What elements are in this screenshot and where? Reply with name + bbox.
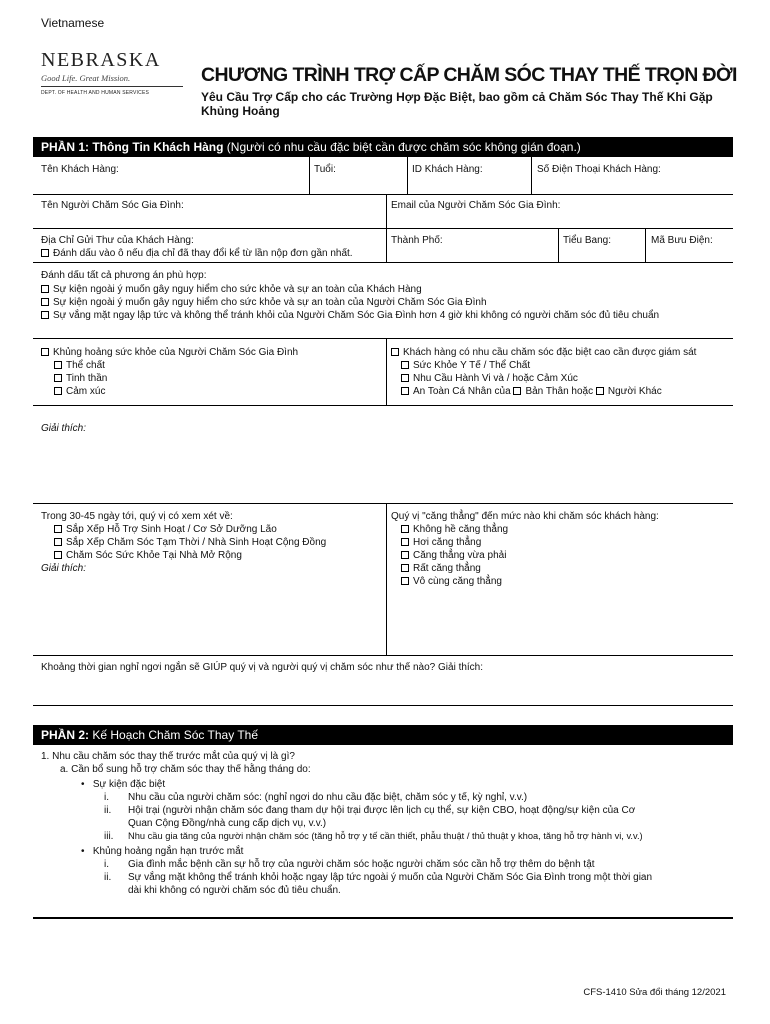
option-row (41, 309, 659, 322)
next-option-label: Sắp Xếp Chăm Sóc Tạm Thời / Nhà Sinh Hoạt Cộng Đồng (66, 537, 327, 548)
stress-question: Quý vị "căng thẳng" đến mức nào khi chăm sóc khách hàng: (391, 511, 659, 522)
explain-label: Giải thích: (41, 423, 87, 434)
sub-item: Hội trại (người nhận chăm sóc đang tham dự hội trại được lên lịch cụ thể, sự kiện CBO, hoạt động/sự kiện của Cơ (128, 805, 636, 816)
client-needs-checkbox[interactable] (391, 348, 399, 356)
safety-other-label: Người Khác (607, 386, 662, 397)
needs-type-row (401, 372, 578, 385)
logo-tagline: Good Life. Great Mission. (41, 73, 131, 83)
nebraska-logo (41, 50, 191, 96)
crisis-type-row (54, 385, 105, 398)
option-row (41, 296, 487, 309)
stress-level-checkbox[interactable] (401, 525, 409, 533)
divider (33, 655, 733, 656)
age-field[interactable]: Tuổi: (314, 164, 336, 175)
caregiver-email-field[interactable]: Email của Người Chăm Sóc Gia Đình: (391, 200, 561, 211)
logo-name: NEBRASKA (41, 49, 161, 71)
divider (33, 705, 733, 706)
divider (386, 503, 387, 655)
caregiver-crisis-label: Khủng hoảng sức khỏe của Người Chăm Sóc Gia Đình (53, 347, 299, 358)
needs-type-checkbox[interactable] (401, 374, 409, 382)
roman-num: ii. (104, 872, 112, 883)
part2-header-title: PHẦN 2: (41, 728, 90, 742)
sub-item: Nhu cầu gia tăng của người nhận chăm sóc (tăng hỗ trợ y tế cần thiết, phẫu thuật / thủ thuật y khoa, tăng hỗ trợ hành vi, v.v.) (128, 831, 643, 841)
address-changed-row (41, 247, 353, 260)
sub-item: Sự vắng mặt không thể tránh khỏi hoặc ngay lập tức ngoài ý muốn của Người Chăm Sóc Gia Đình trong một thời gian (128, 872, 653, 883)
divider (33, 503, 733, 504)
zip-field[interactable]: Mã Bưu Điện: (651, 235, 713, 246)
address-changed-label: Đánh dấu vào ô nếu địa chỉ đã thay đổi kể từ lần nộp đơn gần nhất. (53, 248, 353, 259)
part2-question-1: 1. Nhu cầu chăm sóc thay thế trước mắt của quý vị là gì? (41, 751, 295, 762)
crisis-type-label: Tinh thần (66, 373, 108, 384)
sub-item: Nhu cầu của người chăm sóc: (nghỉ ngơi do nhu cầu đặc biệt, chăm sóc y tế, kỳ nghỉ, v.v.) (128, 792, 528, 803)
divider (558, 228, 559, 262)
needs-type-checkbox[interactable] (401, 361, 409, 369)
part2-question-1a: a. Cần bổ sung hỗ trợ chăm sóc thay thế hằng tháng do: (60, 764, 311, 775)
divider (33, 405, 733, 406)
caregiver-name-field[interactable]: Tên Người Chăm Sóc Gia Đình: (41, 200, 184, 211)
stress-level-checkbox[interactable] (401, 564, 409, 572)
sub-item: Gia đình mắc bệnh cần sự hỗ trợ của người chăm sóc hoặc người chăm sóc cần hỗ trợ thêm do bệnh tật (128, 859, 595, 870)
divider (386, 194, 387, 228)
crisis-type-row (54, 372, 107, 385)
check-all-label: Đánh dấu tất cả phương án phù hợp: (41, 270, 207, 281)
safety-row (401, 385, 662, 398)
stress-level-row (401, 575, 502, 588)
stress-level-checkbox[interactable] (401, 538, 409, 546)
divider (33, 917, 733, 919)
needs-type-row (401, 359, 530, 372)
city-field[interactable]: Thành Phố: (391, 235, 443, 246)
part1-header-title: PHẦN 1: Thông Tin Khách Hàng (41, 140, 224, 154)
stress-level-row (401, 523, 508, 536)
part2-header-note: Kế Hoạch Chăm Sóc Thay Thế (89, 728, 258, 742)
safety-self-label: Bản Thân hoặc (525, 386, 594, 397)
form-footer: CFS-1410 Sửa đổi tháng 12/2021 (583, 987, 726, 998)
sub-item-cont: Quan Cộng Đồng/nhà cung cấp dịch vụ, v.v.) (128, 818, 327, 829)
client-name-field[interactable]: Tên Khách Hàng: (41, 164, 119, 175)
language-label: Vietnamese (41, 16, 105, 30)
option-label: Sự kiện ngoài ý muốn gây nguy hiểm cho sức khỏe và sự an toàn của Người Chăm Sóc Gia Đình (53, 297, 487, 308)
next-days-label: Trong 30-45 ngày tới, quý vị có xem xét về: (41, 511, 233, 522)
needs-type-label: Sức Khỏe Y Tế / Thể Chất (413, 360, 531, 371)
divider (407, 157, 408, 194)
option-row (41, 283, 422, 296)
client-needs-label: Khách hàng có nhu cầu chăm sóc đặc biệt cao cần được giám sát (403, 347, 697, 358)
divider (33, 262, 733, 263)
client-phone-field[interactable]: Số Điện Thoại Khách Hàng: (537, 164, 661, 175)
option-label: Sự vắng mặt ngay lập tức và không thể tránh khỏi của Người Chăm Sóc Gia Đình hơn 4 giờ khi không có người chăm sóc đủ tiêu chuẩn (53, 310, 660, 321)
stress-level-row (401, 536, 481, 549)
divider (386, 228, 387, 262)
safety-other-checkbox[interactable] (596, 387, 604, 395)
respite-question: Khoảng thời gian nghỉ ngơi ngắn sẽ GIÚP quý vị và người quý vị chăm sóc như thế nào? Giải thích: (41, 662, 484, 673)
safety-checkbox[interactable] (401, 387, 409, 395)
bullet-short-crisis: • Khủng hoảng ngắn hạn trước mắt (81, 846, 244, 857)
explain-label: Giải thích: (41, 563, 87, 574)
roman-num: ii. (104, 805, 112, 816)
crisis-type-label: Thể chất (66, 360, 105, 371)
crisis-type-checkbox[interactable] (54, 361, 62, 369)
next-option-label: Sắp Xếp Hỗ Trợ Sinh Hoạt / Cơ Sở Dưỡng Lão (66, 524, 277, 535)
divider (645, 228, 646, 262)
crisis-type-checkbox[interactable] (54, 374, 62, 382)
next-option-row (54, 549, 242, 562)
needs-type-label: Nhu Cầu Hành Vi và / hoặc Cảm Xúc (413, 373, 578, 384)
option-checkbox[interactable] (41, 311, 49, 319)
crisis-type-label: Cảm xúc (66, 386, 106, 397)
logo-rule (41, 86, 183, 87)
next-option-row (54, 523, 277, 536)
divider (33, 338, 733, 339)
divider (33, 194, 733, 195)
address-changed-checkbox[interactable] (41, 249, 49, 257)
safety-label: An Toàn Cá Nhân của (413, 386, 511, 397)
divider (386, 338, 387, 405)
safety-self-checkbox[interactable] (513, 387, 521, 395)
sub-item-cont: dài khi không có người chăm sóc đủ tiêu chuẩn. (128, 885, 341, 896)
next-option-checkbox[interactable] (54, 551, 62, 559)
part1-header (33, 137, 733, 157)
next-option-checkbox[interactable] (54, 538, 62, 546)
stress-level-label: Không hề căng thẳng (413, 524, 509, 535)
part1-header-note: (Người có nhu cầu đặc biệt cần được chăm sóc không gián đoạn.) (223, 140, 581, 154)
caregiver-crisis-row (41, 346, 298, 359)
bullet-label: Khủng hoảng ngắn hạn trước mắt (92, 846, 244, 857)
divider (531, 157, 532, 194)
divider (33, 228, 733, 229)
next-option-checkbox[interactable] (54, 525, 62, 533)
crisis-type-row (54, 359, 105, 372)
divider (309, 157, 310, 194)
next-option-row (54, 536, 326, 549)
bullet-label: Sự kiện đặc biệt (92, 779, 166, 790)
logo-dept: DEPT. OF HEALTH AND HUMAN SERVICES (41, 90, 150, 96)
stress-level-label: Rất căng thẳng (413, 563, 481, 574)
part2-header (33, 725, 733, 745)
roman-num: iii. (104, 831, 114, 842)
client-id-field[interactable]: ID Khách Hàng: (412, 164, 483, 175)
client-needs-row (391, 346, 696, 359)
stress-level-label: Hơi căng thẳng (413, 537, 482, 548)
stress-level-label: Vô cùng căng thẳng (413, 576, 502, 587)
caregiver-crisis-checkbox[interactable] (41, 348, 49, 356)
roman-num: i. (104, 792, 109, 803)
stress-level-checkbox[interactable] (401, 577, 409, 585)
crisis-type-checkbox[interactable] (54, 387, 62, 395)
state-field[interactable]: Tiểu Bang: (563, 235, 611, 246)
roman-num: i. (104, 859, 109, 870)
stress-level-label: Căng thẳng vừa phải (413, 550, 507, 561)
stress-level-row (401, 562, 481, 575)
option-checkbox[interactable] (41, 298, 49, 306)
page-subtitle: Yêu Cầu Trợ Cấp cho các Trường Hợp Đặc Biệt, bao gồm cả Chăm Sóc Thay Thế Khi Gặp Khủng Hoảng (201, 90, 713, 118)
mailing-address-field[interactable]: Địa Chỉ Gửi Thư của Khách Hàng: (41, 235, 194, 246)
stress-level-checkbox[interactable] (401, 551, 409, 559)
next-option-label: Chăm Sóc Sức Khỏe Tại Nhà Mở Rộng (66, 550, 242, 561)
page-title: CHƯƠNG TRÌNH TRỢ CẤP CHĂM SÓC THAY THẾ TRỌN ĐỜI (201, 64, 737, 86)
option-label: Sự kiện ngoài ý muốn gây nguy hiểm cho sức khỏe và sự an toàn của Khách Hàng (53, 284, 422, 295)
bullet-special-event: • Sự kiện đặc biệt (81, 779, 166, 790)
option-checkbox[interactable] (41, 285, 49, 293)
stress-level-row (401, 549, 506, 562)
